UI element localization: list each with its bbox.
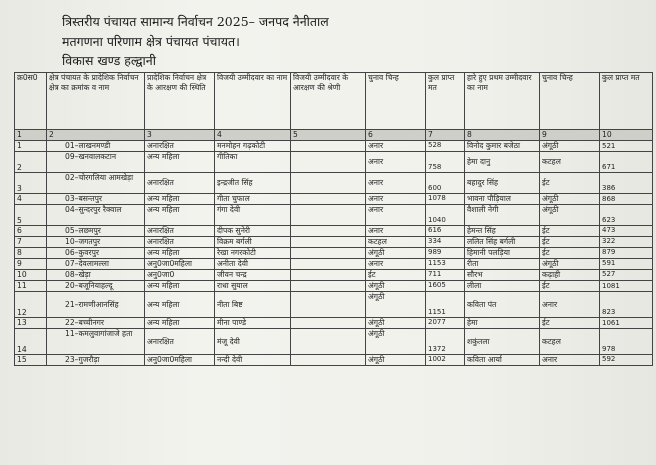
cell-votes: 616 xyxy=(426,226,465,237)
col-number: 8 xyxy=(465,130,540,141)
cell-winner: मंजू देवी xyxy=(215,329,291,355)
cell-reservation: अनारक्षित xyxy=(145,329,215,355)
col-number: 1 xyxy=(15,130,47,141)
cell-votes: 1078 xyxy=(426,194,465,205)
table-row xyxy=(15,194,653,205)
cell-winner-category xyxy=(291,281,366,292)
cell-votes: 1040 xyxy=(426,205,465,226)
cell-reservation: अनारक्षित xyxy=(145,237,215,248)
cell-symbol: अनार xyxy=(366,226,426,237)
cell-loser-votes: 521 xyxy=(600,141,653,152)
col-number: 9 xyxy=(540,130,600,141)
cell-sn: 12 xyxy=(15,292,47,318)
cell-sn: 6 xyxy=(15,226,47,237)
cell-reservation: अन्य महिला xyxy=(145,281,215,292)
cell-loser-symbol: कढ़ाही xyxy=(540,270,600,281)
col-header-winner: विजयी उम्मीदवार का नाम xyxy=(215,73,291,130)
cell-loser: भावना पौड़ियाल xyxy=(465,194,540,205)
cell-winner-category xyxy=(291,152,366,173)
cell-loser: हिमानी पलड़िया xyxy=(465,248,540,259)
cell-symbol: अनार xyxy=(366,205,426,226)
cell-loser: हेमा xyxy=(465,318,540,329)
cell-reservation: अन्य महिला xyxy=(145,194,215,205)
cell-votes: 1153 xyxy=(426,259,465,270)
cell-loser-symbol: ईट xyxy=(540,248,600,259)
cell-sn: 9 xyxy=(15,259,47,270)
cell-area: 07–देवलामल्ला xyxy=(47,259,145,270)
cell-winner: मीना पाण्डे xyxy=(215,318,291,329)
cell-reservation: अनारक्षित xyxy=(145,173,215,194)
cell-loser: ललित सिंह बर्गली xyxy=(465,237,540,248)
table-row xyxy=(15,226,653,237)
cell-votes: 528 xyxy=(426,141,465,152)
cell-loser: कविता आर्या xyxy=(465,355,540,366)
cell-symbol: अंगूठी xyxy=(366,355,426,366)
cell-area: 05–लछमपुर xyxy=(47,226,145,237)
cell-winner: अनीता देवी xyxy=(215,259,291,270)
cell-sn: 2 xyxy=(15,152,47,173)
cell-votes: 2077 xyxy=(426,318,465,329)
cell-area: 09–खनवालकटान xyxy=(47,152,145,173)
cell-winner-category xyxy=(291,194,366,205)
cell-winner-category xyxy=(291,259,366,270)
cell-symbol: अंगूठी xyxy=(366,318,426,329)
cell-loser-votes: 386 xyxy=(600,173,653,194)
cell-reservation: अन्य महिला xyxy=(145,152,215,173)
col-header-area: क्षेत्र पंचायत के प्रादेशिक निर्वाचन क्षेत्र का क्रमांक व नाम xyxy=(47,73,145,130)
table-row xyxy=(15,270,653,281)
cell-winner: गीता चुफाल xyxy=(215,194,291,205)
cell-symbol: अनार xyxy=(366,259,426,270)
cell-sn: 5 xyxy=(15,205,47,226)
cell-area: 08–खेड़ा xyxy=(47,270,145,281)
table-header-row xyxy=(15,73,653,130)
table-row xyxy=(15,141,653,152)
cell-loser-votes: 879 xyxy=(600,248,653,259)
results-body xyxy=(15,141,653,366)
cell-symbol: अनार xyxy=(366,152,426,173)
table-row xyxy=(15,281,653,292)
cell-winner: इन्द्रजीत सिंह xyxy=(215,173,291,194)
cell-votes: 1605 xyxy=(426,281,465,292)
cell-winner-category xyxy=(291,205,366,226)
cell-votes: 1372 xyxy=(426,329,465,355)
cell-loser: हेमन्त सिंह xyxy=(465,226,540,237)
cell-reservation: अनारक्षित xyxy=(145,141,215,152)
cell-loser-votes: 1061 xyxy=(600,318,653,329)
cell-loser: वैशाली नेगी xyxy=(465,205,540,226)
cell-sn: 4 xyxy=(15,194,47,205)
cell-reservation: अनु0जा0महिला xyxy=(145,259,215,270)
cell-area: 23–गुजरौड़ा xyxy=(47,355,145,366)
cell-winner-category xyxy=(291,270,366,281)
cell-winner-category xyxy=(291,318,366,329)
table-row xyxy=(15,355,653,366)
results-table xyxy=(14,72,653,366)
cell-reservation: अनु0जा0महिला xyxy=(145,355,215,366)
cell-loser-votes: 473 xyxy=(600,226,653,237)
cell-area: 20–बजूनियाहल्दू xyxy=(47,281,145,292)
cell-winner-category xyxy=(291,237,366,248)
cell-area: 03–बसन्तपुर xyxy=(47,194,145,205)
cell-area: 04–सुन्दरपुर रैक्वाल xyxy=(47,205,145,226)
col-header-winner-category: विजयी उम्मीदवार के आरक्षण की श्रेणी xyxy=(291,73,366,130)
col-header-loser-votes: कुल प्राप्त मत xyxy=(600,73,653,130)
cell-loser-votes: 1081 xyxy=(600,281,653,292)
table-row xyxy=(15,152,653,173)
cell-loser: कविता पंत xyxy=(465,292,540,318)
cell-loser-symbol: अंगूठी xyxy=(540,194,600,205)
cell-loser: हेमा दानु xyxy=(465,152,540,173)
cell-loser: रीता xyxy=(465,259,540,270)
header-subtitle: मतगणना परिणाम क्षेत्र पंचायत पंचायत। xyxy=(62,34,240,49)
cell-winner: नीता बिष्ट xyxy=(215,292,291,318)
cell-loser-symbol: ईट xyxy=(540,281,600,292)
cell-loser: शकुंतला xyxy=(465,329,540,355)
table-row xyxy=(15,292,653,318)
cell-reservation: अनारक्षित xyxy=(145,226,215,237)
cell-loser-symbol: अंगूठी xyxy=(540,205,600,226)
cell-votes: 600 xyxy=(426,173,465,194)
cell-loser-symbol: कटहल xyxy=(540,152,600,173)
cell-winner: गीतिका xyxy=(215,152,291,173)
col-number: 6 xyxy=(366,130,426,141)
table-row xyxy=(15,173,653,194)
cell-area: 11–कमलुवागांजाजे हता xyxy=(47,329,145,355)
cell-loser-votes: 527 xyxy=(600,270,653,281)
col-number: 2 xyxy=(47,130,145,141)
cell-loser-symbol: अंगूठी xyxy=(540,141,600,152)
cell-reservation: अन्य महिला xyxy=(145,248,215,259)
cell-winner-category xyxy=(291,292,366,318)
col-number: 7 xyxy=(426,130,465,141)
cell-loser-symbol: कटहल xyxy=(540,329,600,355)
cell-sn: 10 xyxy=(15,270,47,281)
table-row xyxy=(15,205,653,226)
cell-symbol: अंगूठी xyxy=(366,281,426,292)
header-block-name: विकास खण्ड हल्द्वानी xyxy=(62,53,156,68)
cell-votes: 758 xyxy=(426,152,465,173)
cell-winner: जीवन चन्द्र xyxy=(215,270,291,281)
cell-loser-votes: 978 xyxy=(600,329,653,355)
table-row xyxy=(15,329,653,355)
cell-area: 22–बच्चीनगर xyxy=(47,318,145,329)
document-header xyxy=(62,12,329,70)
cell-symbol: अनार xyxy=(366,141,426,152)
cell-symbol: ईट xyxy=(366,270,426,281)
cell-area: 06–कुवरपुर xyxy=(47,248,145,259)
cell-sn: 13 xyxy=(15,318,47,329)
col-header-reservation: प्रादेशिक निर्वाचन क्षेत्र के आरक्षण की स्थिति xyxy=(145,73,215,130)
cell-loser: बहादुर सिंह xyxy=(465,173,540,194)
cell-area: 02–चोरगलिया आमखेड़ा xyxy=(47,173,145,194)
col-header-loser-symbol: चुनाव चिन्ह xyxy=(540,73,600,130)
cell-area: 01–लाखनमण्डी xyxy=(47,141,145,152)
table-row xyxy=(15,318,653,329)
cell-winner-category xyxy=(291,173,366,194)
cell-loser: लीला xyxy=(465,281,540,292)
cell-area: 21–रामणीआनसिंह xyxy=(47,292,145,318)
cell-symbol: अंगूठी xyxy=(366,292,426,318)
table-row xyxy=(15,248,653,259)
cell-symbol: अनार xyxy=(366,194,426,205)
cell-sn: 8 xyxy=(15,248,47,259)
cell-reservation: अन्य महिला xyxy=(145,318,215,329)
cell-loser-symbol: ईट xyxy=(540,237,600,248)
cell-loser-symbol: अनार xyxy=(540,292,600,318)
cell-winner: रेखा नगरकोटी xyxy=(215,248,291,259)
col-number: 10 xyxy=(600,130,653,141)
cell-votes: 1002 xyxy=(426,355,465,366)
cell-area: 10–जगतपुर xyxy=(47,237,145,248)
cell-votes: 989 xyxy=(426,248,465,259)
col-number: 5 xyxy=(291,130,366,141)
col-header-votes: कुल प्राप्त मत xyxy=(426,73,465,130)
cell-loser: सौरभ xyxy=(465,270,540,281)
cell-loser-votes: 623 xyxy=(600,205,653,226)
cell-winner: गंगा देवी xyxy=(215,205,291,226)
cell-winner-category xyxy=(291,248,366,259)
column-number-row xyxy=(15,130,653,141)
cell-votes: 711 xyxy=(426,270,465,281)
cell-winner: राधा सुयाल xyxy=(215,281,291,292)
cell-symbol: अंगूठी xyxy=(366,248,426,259)
table-row xyxy=(15,237,653,248)
cell-winner-category xyxy=(291,141,366,152)
cell-reservation: अन्य महिला xyxy=(145,292,215,318)
col-number: 3 xyxy=(145,130,215,141)
cell-loser-symbol: अंगूठी xyxy=(540,259,600,270)
cell-votes: 334 xyxy=(426,237,465,248)
cell-loser-symbol: ईट xyxy=(540,318,600,329)
cell-symbol: अनार xyxy=(366,173,426,194)
cell-sn: 1 xyxy=(15,141,47,152)
cell-symbol: कटहल xyxy=(366,237,426,248)
cell-symbol: अंगूठी xyxy=(366,329,426,355)
cell-sn: 11 xyxy=(15,281,47,292)
table-row xyxy=(15,259,653,270)
cell-reservation: अनु0जा0 xyxy=(145,270,215,281)
col-header-sn: क्र0स0 xyxy=(15,73,47,130)
cell-winner-category xyxy=(291,355,366,366)
col-number: 4 xyxy=(215,130,291,141)
col-header-loser: हारे हुए प्रथम उम्मीदवार का नाम xyxy=(465,73,540,130)
cell-sn: 7 xyxy=(15,237,47,248)
cell-winner: नन्दी देवी xyxy=(215,355,291,366)
cell-winner: विक्रम बर्गली xyxy=(215,237,291,248)
cell-loser-votes: 322 xyxy=(600,237,653,248)
cell-reservation: अन्य महिला xyxy=(145,205,215,226)
cell-winner: दीपक सुनेरी xyxy=(215,226,291,237)
cell-loser: विनोद कुमार बजेठा xyxy=(465,141,540,152)
cell-loser-votes: 671 xyxy=(600,152,653,173)
header-title: त्रिस्तरीय पंचायत सामान्य निर्वाचन 2025– जनपद नैनीताल xyxy=(62,14,329,29)
cell-winner-category xyxy=(291,226,366,237)
cell-loser-symbol: ईट xyxy=(540,173,600,194)
cell-sn: 14 xyxy=(15,329,47,355)
col-header-symbol: चुनाव चिन्ह xyxy=(366,73,426,130)
cell-loser-symbol: ईट xyxy=(540,226,600,237)
cell-loser-votes: 868 xyxy=(600,194,653,205)
cell-sn: 15 xyxy=(15,355,47,366)
cell-loser-votes: 591 xyxy=(600,259,653,270)
cell-winner-category xyxy=(291,329,366,355)
cell-loser-symbol: अनार xyxy=(540,355,600,366)
cell-winner: मनमोहन गढ़कोटी xyxy=(215,141,291,152)
cell-loser-votes: 823 xyxy=(600,292,653,318)
cell-loser-votes: 592 xyxy=(600,355,653,366)
cell-votes: 1151 xyxy=(426,292,465,318)
cell-sn: 3 xyxy=(15,173,47,194)
